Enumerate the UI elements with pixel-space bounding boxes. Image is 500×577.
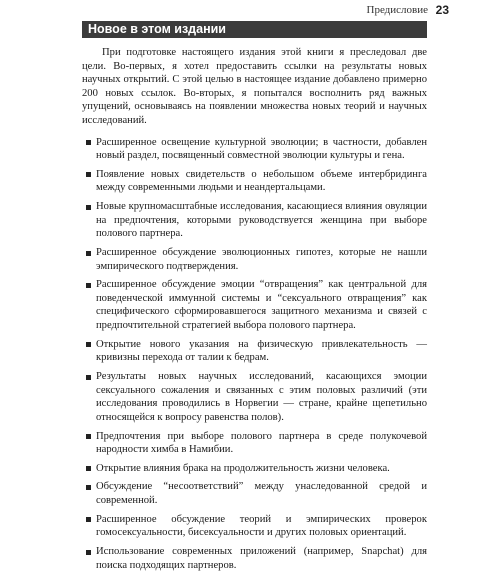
bullet-text: Результаты новых научных исследований, касающихся эмоции сексуального сожаления и связанных с этим половых различий (эти исследования проводились в Норвегии — стране, крайне щепетильно относящейся к вопросу равенства полов). xyxy=(96,371,427,423)
intro-paragraph: При подготовке настоящего издания этой книги я преследовал две цели. Во-первых, я хотел предоставить ссылки на результаты новых научных открытий. С этой целью в настоящее издание добавлено примерно 200 новых ссылок. Во-вторых, я попытался восполнить ряд важных упущений, основываясь на появлении множества новых теорий и научных исследований. xyxy=(82,47,427,126)
bullet-item xyxy=(82,246,427,273)
bullet-text: Расширенное обсуждение теорий и эмпирических проверок гомосексуальности, бисексуальности и других половых ориентаций. xyxy=(96,513,427,539)
bullet-text: Предпочтения при выборе полового партнера в среде полукочевой народности химба в Намибии. xyxy=(96,430,427,456)
square-bullet-icon xyxy=(86,342,91,347)
bullet-item xyxy=(82,462,427,476)
bullet-item xyxy=(82,370,427,424)
running-head: Предисловие xyxy=(366,4,428,16)
bullet-item xyxy=(82,430,427,457)
square-bullet-icon xyxy=(86,375,91,380)
square-bullet-icon xyxy=(86,205,91,210)
bullet-text: Открытие нового указания на физическую привлекательность — кривизны перехода от талии к бедрам. xyxy=(96,338,427,364)
page-body xyxy=(82,46,427,577)
square-bullet-icon xyxy=(86,283,91,288)
square-bullet-icon xyxy=(86,251,91,256)
section-heading-bar xyxy=(82,21,427,38)
bullet-item xyxy=(82,545,427,572)
square-bullet-icon xyxy=(86,517,91,522)
bullet-text: Обсуждение “несоответствий” между унаследованной средой и современной. xyxy=(96,481,427,507)
bullet-item xyxy=(82,480,427,507)
page-number: 23 xyxy=(435,3,449,17)
bullet-item xyxy=(82,200,427,241)
bullet-item xyxy=(82,136,427,163)
square-bullet-icon xyxy=(86,466,91,471)
square-bullet-icon xyxy=(86,140,91,145)
bullet-text: Расширенное обсуждение эволюционных гипотез, которые не нашли эмпирического подтверждения. xyxy=(96,247,427,272)
bullet-text: Расширенное обсуждение эмоции “отвращения” как центральной для поведенческой иммунной системы и “сексуального отвращения” как специфического сформировавшегося защитного механизма и связей с предпочтительной стратегией выбора полового партнера. xyxy=(96,279,427,332)
square-bullet-icon xyxy=(86,434,91,439)
bullet-item xyxy=(82,513,427,540)
square-bullet-icon xyxy=(86,550,91,555)
square-bullet-icon xyxy=(86,172,91,177)
bullet-item xyxy=(82,168,427,195)
bullet-item xyxy=(82,338,427,365)
bullet-text: Появление новых свидетельств о небольшом объеме интербридинга между современными людьми и неандертальцами. xyxy=(96,168,427,194)
bullet-item xyxy=(82,278,427,332)
bullet-text: Расширенное освещение культурной эволюции; в частности, добавлен новый раздел, посвященный совместной эволюции культуры и гена. xyxy=(96,136,427,162)
bullet-text: Открытие влияния брака на продолжительность жизни человека. xyxy=(96,462,390,474)
bullet-text: Новые крупномасштабные исследования, касающиеся влияния овуляции на предпочтения, которыми руководствуется женщина при выборе полового партнера. xyxy=(96,201,427,240)
bullet-list xyxy=(82,136,427,573)
bullet-text: Использование современных приложений (например, Snapchat) для поиска подходящих партнеров. xyxy=(96,546,427,571)
section-title: Новое в этом издании xyxy=(88,22,226,36)
square-bullet-icon xyxy=(86,485,91,490)
